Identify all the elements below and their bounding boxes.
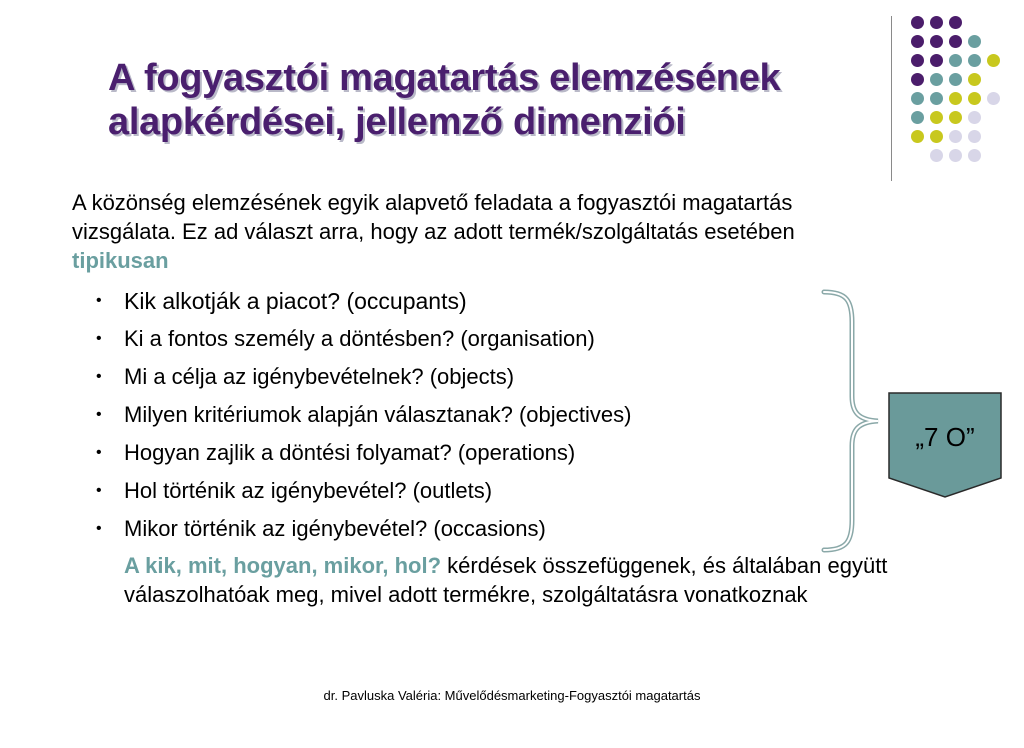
- decorative-dot: [930, 130, 943, 143]
- decorative-dot: [987, 54, 1000, 67]
- decorative-dot: [911, 35, 924, 48]
- decorative-dot: [949, 149, 962, 162]
- decorative-dot: [968, 54, 981, 67]
- decorative-dot: [930, 73, 943, 86]
- list-item: [88, 322, 828, 360]
- decorative-dot: [911, 92, 924, 105]
- list-item-text: Milyen kritériumok alapján választanak? (objectives): [124, 402, 632, 427]
- bullet-icon: •: [96, 406, 102, 423]
- decorative-dot: [968, 35, 981, 48]
- bullet-icon: •: [96, 482, 102, 499]
- list-item-text: Mikor történik az igénybevétel? (occasions): [124, 516, 546, 541]
- decorative-dot: [930, 54, 943, 67]
- title-line-2: alapkérdései, jellemző dimenziói: [108, 101, 686, 143]
- decorative-dot: [968, 73, 981, 86]
- list-item: [88, 398, 828, 436]
- decorative-dot: [911, 16, 924, 29]
- summary-highlight: A kik, mit, hogyan, mikor, hol?: [124, 553, 442, 578]
- decorative-dot: [949, 16, 962, 29]
- summary-text: kérdések összefüggenek, és általában együtt válaszolhatóak meg, mivel adott termékre, szolgáltatásra vonatkoznak: [124, 553, 888, 607]
- bullet-icon: •: [96, 520, 102, 537]
- decorative-dot: [930, 35, 943, 48]
- decorative-dot: [911, 73, 924, 86]
- decorative-dot: [987, 92, 1000, 105]
- intro-paragraph: [72, 188, 892, 275]
- list-item: [88, 436, 828, 474]
- decorative-dot: [930, 16, 943, 29]
- bullet-icon: •: [96, 444, 102, 461]
- intro-highlight: tipikusan: [72, 248, 169, 273]
- list-item-text: Ki a fontos személy a döntésben? (organisation): [124, 326, 595, 351]
- seven-o-badge-label: „7 O”: [915, 422, 975, 452]
- decorative-dot: [968, 92, 981, 105]
- decorative-dot: [911, 54, 924, 67]
- curly-brace-icon: [818, 288, 898, 554]
- decorative-dot: [930, 92, 943, 105]
- footer-credit: dr. Pavluska Valéria: Művelődésmarketing-Fogyasztói magatartás: [323, 688, 701, 703]
- list-item: [88, 284, 828, 322]
- list-item-text: Hol történik az igénybevétel? (outlets): [124, 478, 493, 503]
- question-list: [88, 284, 828, 550]
- bullet-icon: •: [96, 368, 102, 385]
- decorative-dot: [968, 111, 981, 124]
- decorative-dot: [949, 130, 962, 143]
- decorative-dot: [930, 111, 943, 124]
- list-item-text: Kik alkotják a piacot? (occupants): [124, 288, 467, 314]
- decorative-dot: [911, 111, 924, 124]
- list-item: [88, 474, 828, 512]
- decorative-dot: [911, 130, 924, 143]
- decorative-dot: [949, 92, 962, 105]
- decorative-dot: [968, 130, 981, 143]
- list-item: [88, 360, 828, 398]
- decorative-dot: [930, 149, 943, 162]
- bullet-icon: •: [96, 330, 102, 347]
- bullet-icon: •: [96, 292, 102, 309]
- summary-paragraph: [124, 551, 934, 609]
- list-item-text: Mi a célja az igénybevételnek? (objects): [124, 364, 515, 389]
- list-item: [88, 512, 828, 550]
- decorative-dot: [968, 149, 981, 162]
- list-item-text: Hogyan zajlik a döntési folyamat? (operations): [124, 440, 576, 465]
- decorative-divider: [891, 16, 892, 181]
- title-line-1: A fogyasztói magatartás elemzésének: [108, 57, 781, 99]
- decorative-dot: [949, 35, 962, 48]
- slide-title: [108, 56, 888, 144]
- decorative-dot: [949, 73, 962, 86]
- decorative-dot: [949, 54, 962, 67]
- intro-text: A közönség elemzésének egyik alapvető feladata a fogyasztói magatartás vizsgálata. Ez ad választ arra, hogy az adott termék/szolgáltatás esetében: [72, 190, 795, 244]
- decorative-dot: [949, 111, 962, 124]
